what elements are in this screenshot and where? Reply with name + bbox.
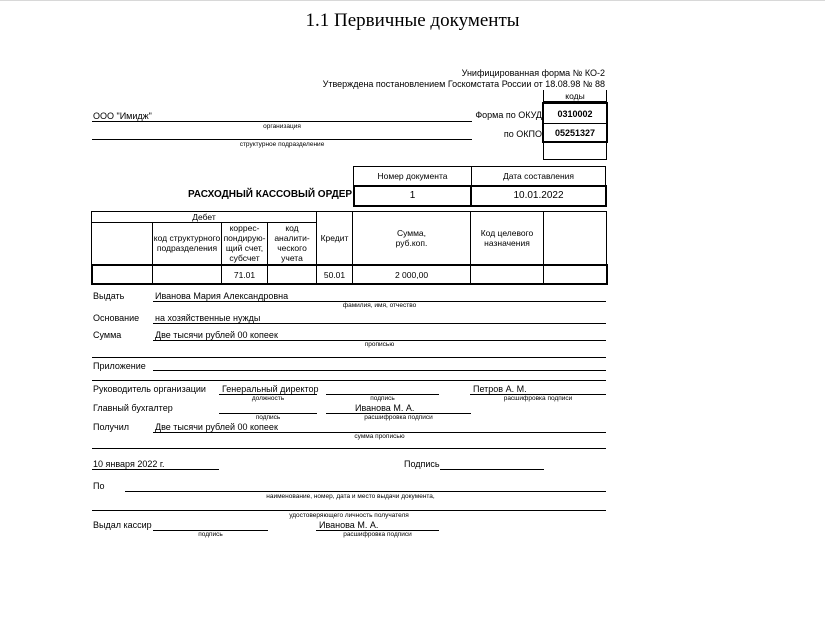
accountant-name: Иванова М. А.: [355, 403, 415, 413]
codes-label: коды: [565, 91, 585, 101]
head-label: Руководитель организации: [93, 384, 206, 394]
attachment-label: Приложение: [93, 361, 146, 371]
okpo-value: 05251327: [554, 128, 596, 138]
head-position-caption: должность: [251, 395, 285, 402]
issue-label: Выдать: [93, 291, 125, 301]
col-target-code: Код целевого назначения: [480, 228, 534, 248]
sum-caption: прописью: [364, 341, 395, 348]
received-value: Две тысячи рублей 00 копеек: [155, 422, 278, 432]
cashier-name: Иванова М. А.: [319, 520, 379, 530]
row-analytic-code: [268, 266, 316, 283]
doc-number-header: Номер документа: [377, 171, 448, 181]
col-credit: Кредит: [320, 233, 349, 243]
okpo-label: по ОКПО: [503, 129, 542, 139]
okud-label: Форма по ОКУД: [475, 110, 542, 120]
issue-value: Иванова Мария Александровна: [155, 291, 289, 301]
organization-caption: организация: [263, 123, 301, 130]
accountant-decoding-caption: расшифровка подписи: [364, 414, 433, 421]
doc-number: 1: [409, 190, 416, 201]
col-analytic-code: код аналити-ческого учета: [274, 223, 310, 263]
debit-header: Дебет: [192, 212, 216, 222]
date-value: 10 января 2022 г.: [93, 459, 165, 469]
order-title: РАСХОДНЫЙ КАССОВЫЙ ОРДЕР: [188, 189, 353, 200]
head-signature-caption: подпись: [370, 395, 395, 402]
page-title: 1.1 Первичные документы: [305, 10, 520, 31]
okud-value: 0310002: [557, 108, 593, 119]
row-subdivision-code: [93, 266, 152, 283]
head-position: Генеральный директор: [222, 384, 319, 394]
doc-date: 10.01.2022: [513, 190, 564, 201]
organization-name: ООО "Имидж": [93, 111, 152, 121]
sum-value: Две тысячи рублей 00 копеек: [155, 330, 278, 340]
row-credit: 50.01: [323, 269, 346, 280]
cashier-label: Выдал кассир: [93, 520, 152, 530]
row-sum: 2 000,00: [394, 269, 429, 280]
identity-caption: удостоверяющего личность получателя: [289, 512, 409, 519]
page-top-border: [0, 0, 825, 1]
head-name: Петров А. М.: [473, 384, 527, 394]
approval-label: Утверждена постановлением Госкомстата России от 18.08.98 № 88: [322, 79, 605, 89]
accountant-signature-caption: подпись: [255, 414, 281, 421]
doc-date-header: Дата составления: [502, 171, 575, 181]
col-corr-account: коррес-пондирую-щий счет, субсчет: [223, 223, 266, 263]
head-decoding-caption: расшифровка подписи: [503, 395, 573, 402]
basis-label: Основание: [93, 313, 140, 323]
unified-form-label: Унифицированная форма № КО-2: [461, 68, 605, 78]
cashier-decoding-caption: расшифровка подписи: [343, 531, 412, 538]
col-subdivision-code: код структурного подразделения: [153, 233, 221, 253]
received-label: Получил: [93, 422, 129, 432]
cashier-signature-caption: подпись: [198, 531, 223, 538]
sum-label: Сумма: [93, 330, 122, 340]
received-caption: сумма прописью: [354, 433, 405, 440]
row-target-code: [471, 266, 543, 283]
signature-label: Подпись: [404, 459, 440, 469]
col-sum: Сумма, руб.коп.: [395, 228, 428, 248]
document-caption: наименование, номер, дата и место выдачи документа,: [266, 493, 435, 500]
basis-value: на хозяйственные нужды: [155, 313, 261, 323]
issue-caption: фамилия, имя, отчество: [342, 302, 417, 309]
by-label: По: [93, 481, 105, 491]
row-corr-account: 71.01: [233, 269, 256, 280]
subdivision-caption: структурное подразделение: [239, 141, 325, 148]
accountant-label: Главный бухгалтер: [93, 403, 173, 413]
